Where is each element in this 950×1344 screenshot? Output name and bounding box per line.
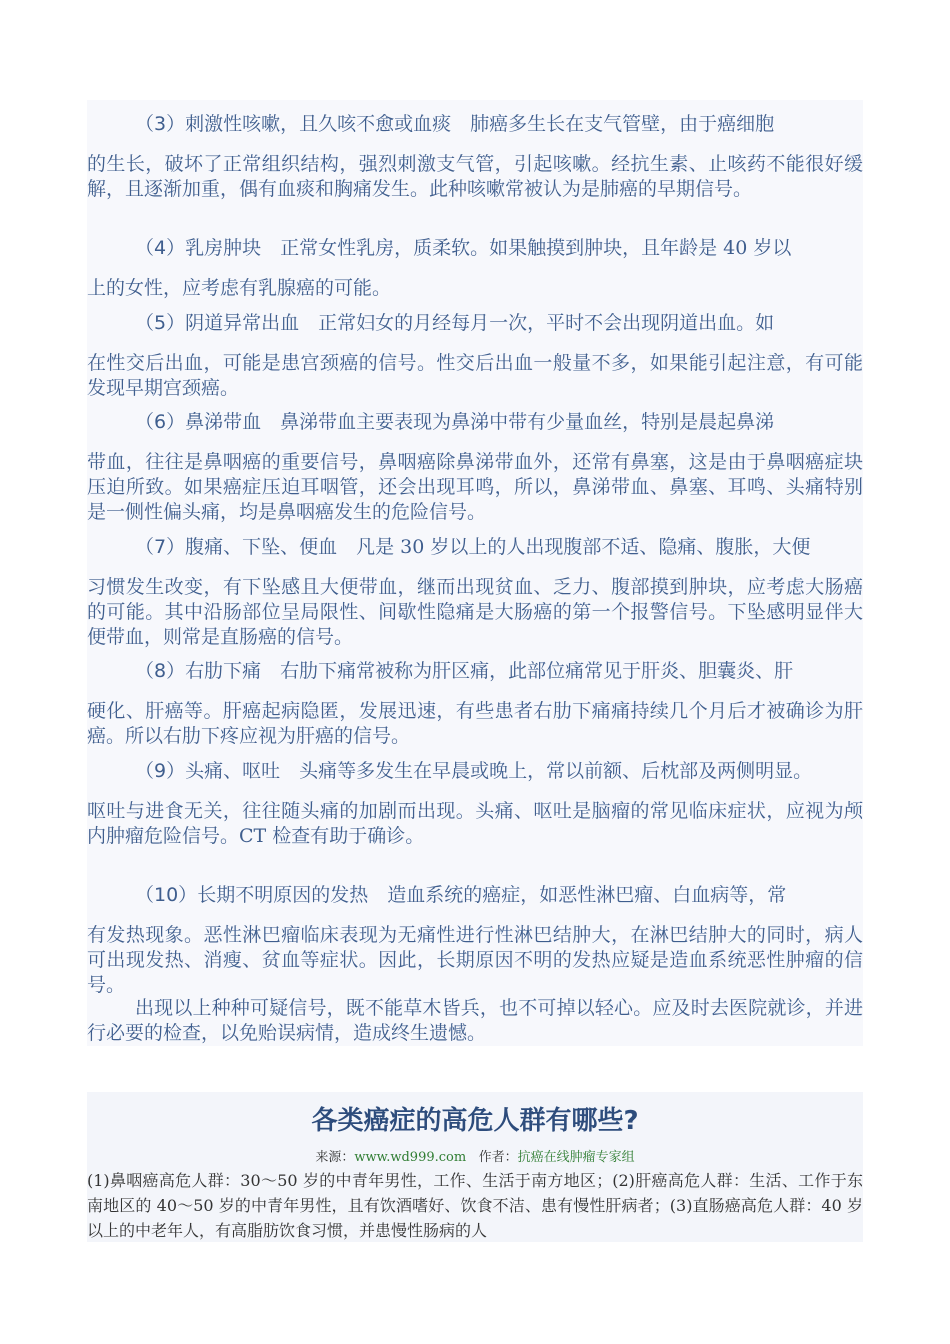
section-text: 上的女性，应考虑有乳腺癌的可能。	[87, 277, 392, 299]
section-number: （8）	[135, 660, 186, 682]
author-name: 抗癌在线肿瘤专家组	[517, 1150, 635, 1165]
section-6	[87, 410, 863, 525]
section-8	[87, 659, 863, 749]
section-text: 带血，往往是鼻咽癌的重要信号，鼻咽癌除鼻涕带血外，还常有鼻塞，这是由于鼻咽癌症块压迫所致。如果癌症压迫耳咽管，还会出现耳鸣，所以，鼻涕带血、鼻塞、耳鸣、头痛特别是一侧性偏头痛，均是鼻咽癌发生的危险信号。	[87, 451, 863, 523]
section-first-line: 正常妇女的月经每月一次，平时不会出现阴道出血。如	[318, 312, 775, 334]
section-text: 硬化、肝癌等。肝癌起病隐匿，发展迅速，有些患者右肋下痛痛持续几个月后才被确诊为肝癌。所以右肋下疼应视为肝癌的信号。	[87, 700, 863, 747]
section-heading: 腹痛、下坠、便血	[185, 536, 338, 558]
article-title: 各类癌症的高危人群有哪些?	[311, 1106, 639, 1136]
section-number: （5）	[135, 312, 186, 334]
source-label: 来源：	[315, 1150, 355, 1165]
section-text: 的生长，破坏了正常组织结构，强烈刺激支气管，引起咳嗽。经抗生素、止咳药不能很好缓解，且逐渐加重，偶有血痰和胸痛发生。此种咳嗽常被认为是肺癌的早期信号。	[87, 153, 863, 200]
section-first-line: 肺癌多生长在支气管壁，由于癌细胞	[470, 113, 775, 135]
section-text: 有发热现象。恶性淋巴瘤临床表现为无痛性进行性淋巴结肿大，在淋巴结肿大的同时，病人可出现发热、消瘦、贫血等症状。因此，长期原因不明的发热应疑是造血系统恶性肿瘤的信号。	[87, 924, 863, 996]
section-heading: 鼻涕带血	[185, 411, 262, 433]
closing-paragraph: 出现以上种种可疑信号，既不能草木皆兵，也不可掉以轻心。应及时去医院就诊，并进行必要的检查，以免贻误病情，造成终生遗憾。	[87, 997, 863, 1044]
section-first-line: 造血系统的癌症，如恶性淋巴瘤、白血病等，常	[387, 884, 787, 906]
section-first-line: 鼻涕带血主要表现为鼻涕中带有少量血丝，特别是晨起鼻涕	[280, 411, 775, 433]
section-first-line: 右肋下痛常被称为肝区痛，此部位痛常见于肝炎、胆囊炎、肝	[280, 660, 794, 682]
section-5	[87, 311, 863, 401]
author-label: 作者：	[478, 1150, 518, 1165]
section-text: 在性交后出血，可能是患宫颈癌的信号。性交后出血一般量不多，如果能引起注意，有可能发现早期宫颈癌。	[87, 352, 863, 399]
section-number: （10）	[135, 884, 198, 906]
section-first-line: 凡是 30 岁以上的人出现腹部不适、隐痛、腹胀，大便	[356, 536, 811, 558]
section-number: （3）	[135, 113, 186, 135]
section-heading: 阴道异常出血	[185, 312, 300, 334]
section-number: （7）	[135, 536, 186, 558]
section-4	[87, 236, 863, 301]
section-number: （9）	[135, 760, 186, 782]
related-article	[87, 1092, 863, 1242]
section-9	[87, 759, 863, 849]
section-10	[87, 883, 863, 998]
section-heading: 长期不明原因的发热	[197, 884, 369, 906]
section-text: 习惯发生改变，有下坠感且大便带血，继而出现贫血、乏力、腹部摸到肿块，应考虑大肠癌的可能。其中沿肠部位呈局限性、间歇性隐痛是大肠癌的第一个报警信号。下坠感明显伴大便带血，则常是直肠癌的信号。	[87, 576, 863, 648]
section-first-line: 头痛等多发生在早晨或晚上，常以前额、后枕部及两侧明显。	[299, 760, 813, 782]
section-7	[87, 535, 863, 650]
article-meta	[87, 1146, 863, 1165]
section-heading: 头痛、呕吐	[185, 760, 281, 782]
section-number: （4）	[135, 237, 186, 259]
section-3	[87, 112, 863, 202]
source-link[interactable]: www.wd999.com	[354, 1150, 467, 1165]
section-heading: 刺激性咳嗽，且久咳不愈或血痰	[185, 113, 452, 135]
section-first-line: 正常女性乳房，质柔软。如果触摸到肿块，且年龄是 40 岁以	[280, 237, 792, 259]
section-heading: 右肋下痛	[185, 660, 262, 682]
section-text: 呕吐与进食无关，往往随头痛的加剧而出现。头痛、呕吐是脑瘤的常见临床症状，应视为颅内肿瘤危险信号。CT 检查有助于确诊。	[87, 800, 863, 847]
section-heading: 乳房肿块	[185, 237, 262, 259]
section-number: （6）	[135, 411, 186, 433]
article-body: (1)鼻咽癌高危人群：30～50 岁的中青年男性，工作、生活于南方地区；(2)肝癌高危人群：生活、工作于东南地区的 40～50 岁的中青年男性，且有饮酒嗜好、饮食不洁、患有慢性肝病者；(3)直肠癌高危人群：40 岁以上的中老年人，有高脂肪饮食习惯，并患慢性肠病的人	[87, 1171, 863, 1240]
